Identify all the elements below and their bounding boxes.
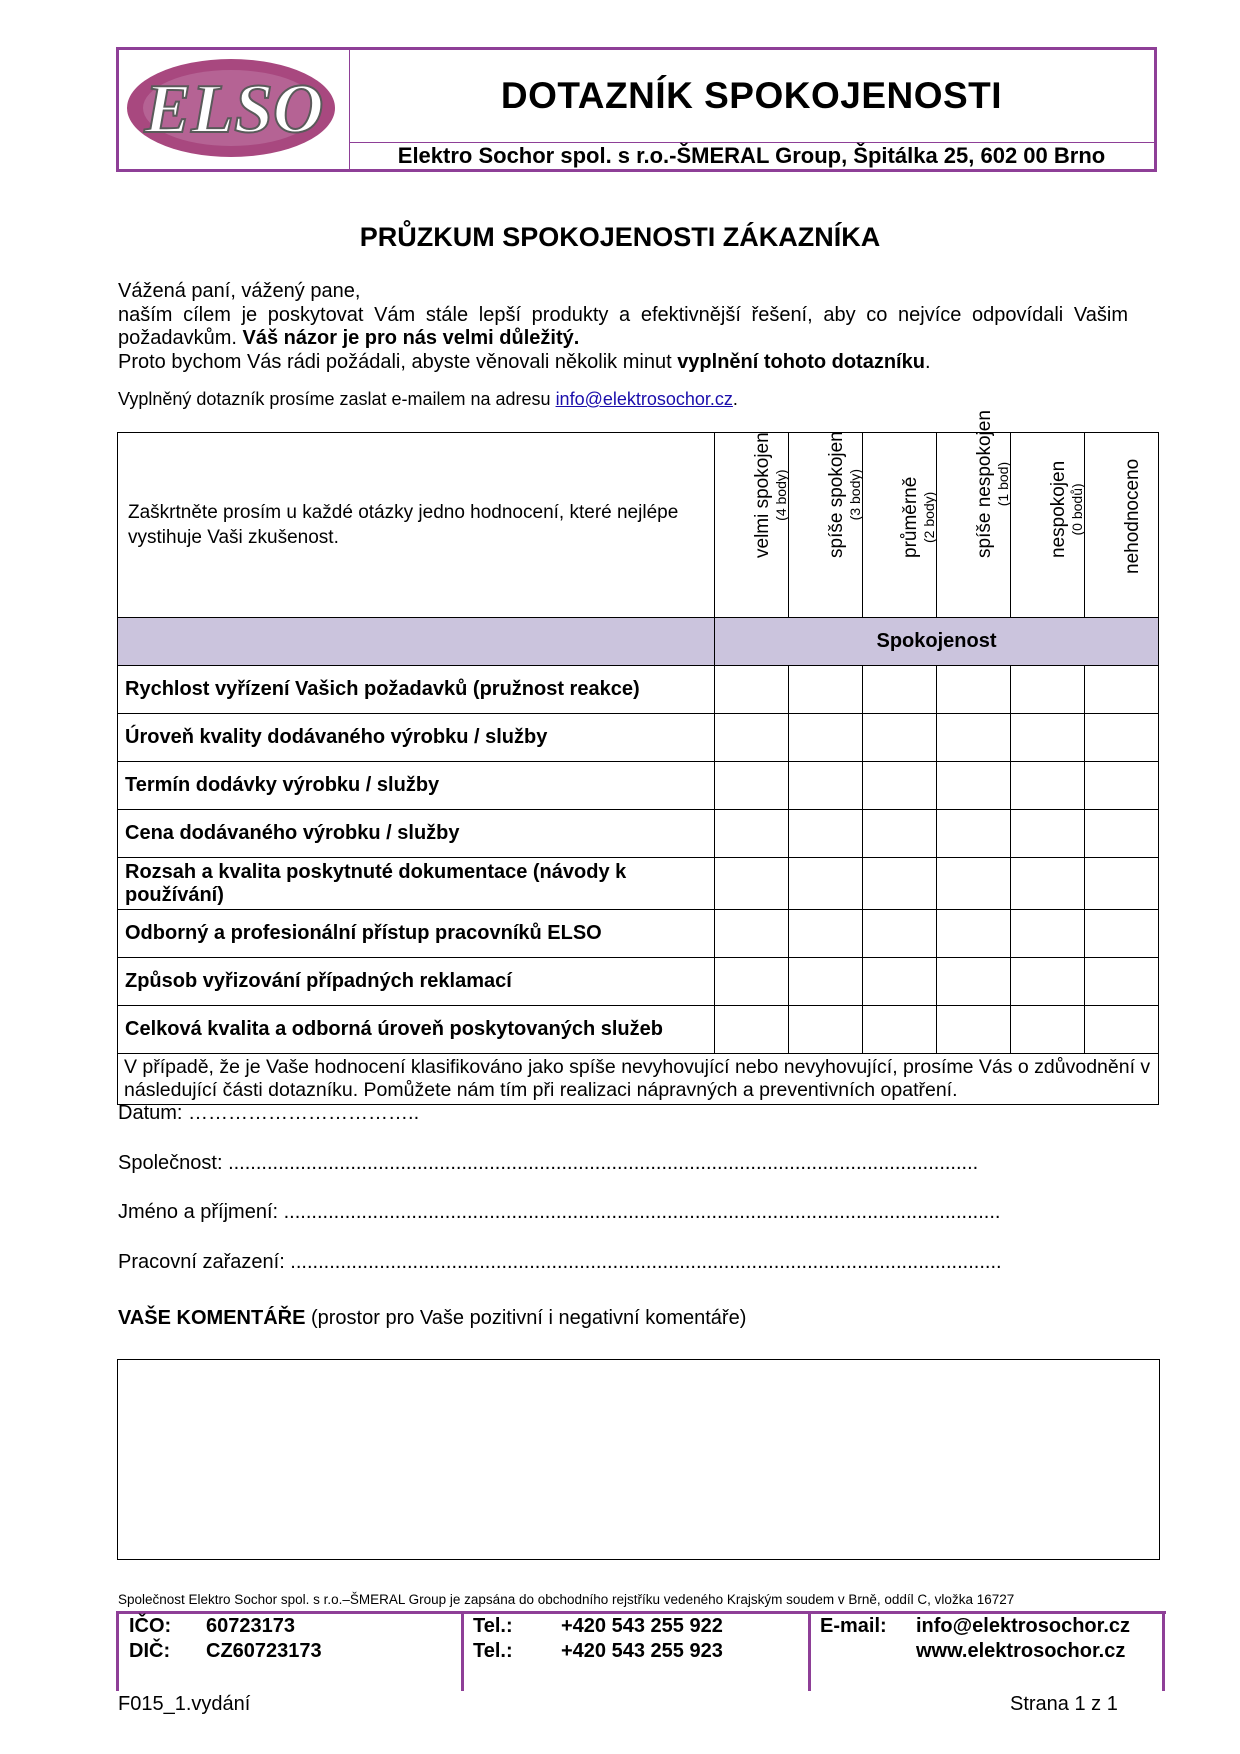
dic-label: DIČ:	[129, 1640, 171, 1662]
question-label: Termín dodávky výrobku / služby	[118, 762, 715, 810]
col-spise-spokojen	[789, 433, 863, 618]
rating-checkbox-cell[interactable]	[715, 1006, 789, 1054]
col-spise-nespokojen	[937, 410, 1011, 618]
rating-checkbox-cell[interactable]	[715, 762, 789, 810]
rating-checkbox-cell[interactable]	[937, 858, 1011, 910]
col-prumerne	[863, 433, 937, 618]
col-points: (4 body)	[772, 469, 789, 521]
col-points: (1 bod)	[994, 461, 1011, 507]
question-row	[118, 1006, 1159, 1054]
col-points: (2 body)	[920, 491, 937, 544]
comments-subtitle: (prostor pro Vaše pozitivní i negativní komentáře)	[310, 1307, 747, 1329]
rating-checkbox-cell[interactable]	[789, 810, 863, 858]
logo-cell	[119, 50, 350, 169]
intro-text	[118, 280, 1128, 412]
footer-web[interactable]: www.elektrosochor.cz	[916, 1640, 1126, 1662]
band-row	[118, 618, 1159, 666]
question-label: Rozsah a kvalita poskytnuté dokumentace (návody k používání)	[118, 858, 715, 910]
question-row	[118, 810, 1159, 858]
rating-checkbox-cell[interactable]	[863, 762, 937, 810]
rating-checkbox-cell[interactable]	[1085, 666, 1159, 714]
rating-checkbox-cell[interactable]	[937, 1006, 1011, 1054]
rating-checkbox-cell[interactable]	[1011, 858, 1085, 910]
intro-line: naším cílem je poskytovat Vám stále lepší produkty a efektivnější řešení, aby co nejvíce odpovídali Vašim požadavkům.	[118, 303, 1128, 349]
rating-checkbox-cell[interactable]	[863, 714, 937, 762]
footer-divider	[808, 1611, 811, 1691]
rating-checkbox-cell[interactable]	[715, 958, 789, 1006]
rating-note: V případě, že je Vaše hodnocení klasifikováno jako spíše nevyhovující nebo nevyhovující, prosíme Vás o zdůvodnění v následující části dotazníku. Pomůžete nám tím při realizaci nápravných a preventivních opatření.	[118, 1054, 1159, 1105]
rating-checkbox-cell[interactable]	[1085, 810, 1159, 858]
rating-checkbox-cell[interactable]	[789, 958, 863, 1006]
col-points: (0 bodů)	[1068, 483, 1085, 536]
intro-request	[118, 351, 1128, 375]
document-header	[116, 47, 1157, 172]
elso-logo	[119, 52, 345, 171]
position-field[interactable]: Pracovní zařazení: ................................................................................................................................	[118, 1251, 1002, 1273]
rating-checkbox-cell[interactable]	[863, 666, 937, 714]
rating-checkbox-cell[interactable]	[1011, 762, 1085, 810]
rating-checkbox-cell[interactable]	[863, 858, 937, 910]
rating-checkbox-cell[interactable]	[1085, 762, 1159, 810]
intro-paragraph	[118, 304, 1128, 351]
footer-contacts	[116, 1611, 1166, 1691]
intro-opinion: Váš názor je pro nás velmi důležitý.	[242, 327, 580, 349]
page-number: Strana 1 z 1	[1010, 1693, 1118, 1715]
rating-checkbox-cell[interactable]	[789, 666, 863, 714]
rating-checkbox-cell[interactable]	[1085, 858, 1159, 910]
rating-checkbox-cell[interactable]	[1011, 1006, 1085, 1054]
name-field[interactable]: Jméno a příjmení: .................................................................................................................................	[118, 1201, 1001, 1223]
col-points: (3 body)	[846, 468, 863, 521]
rating-table	[117, 410, 1159, 1105]
rating-checkbox-cell[interactable]	[789, 858, 863, 910]
col-label: nespokojen	[1047, 460, 1069, 558]
question-label: Způsob vyřizování případných reklamací	[118, 958, 715, 1006]
rating-checkbox-cell[interactable]	[937, 958, 1011, 1006]
question-label: Rychlost vyřízení Vašich požadavků (pružnost reakce)	[118, 666, 715, 714]
rating-checkbox-cell[interactable]	[1011, 666, 1085, 714]
date-field[interactable]: Datum: ……………………………..	[118, 1102, 420, 1124]
question-label: Cena dodávaného výrobku / služby	[118, 810, 715, 858]
rating-checkbox-cell[interactable]	[789, 762, 863, 810]
question-row	[118, 714, 1159, 762]
ico-label: IČO:	[129, 1615, 172, 1637]
company-address: Elektro Sochor spol. s r.o.-ŠMERAL Group, Špitálka 25, 602 00 Brno	[397, 142, 1106, 168]
send-end: .	[732, 389, 738, 409]
request-end: .	[924, 350, 931, 373]
rating-checkbox-cell[interactable]	[1085, 958, 1159, 1006]
footer-divider	[461, 1611, 464, 1691]
rating-checkbox-cell[interactable]	[937, 810, 1011, 858]
question-row	[118, 858, 1159, 910]
rating-checkbox-cell[interactable]	[863, 810, 937, 858]
rating-checkbox-cell[interactable]	[1085, 910, 1159, 958]
rating-checkbox-cell[interactable]	[1085, 714, 1159, 762]
tel-value-2: +420 543 255 923	[561, 1640, 723, 1662]
rating-checkbox-cell[interactable]	[1085, 1006, 1159, 1054]
greeting: Vážená paní, vážený pane,	[118, 280, 361, 302]
col-label: průměrně	[899, 476, 921, 558]
logo-text: ELSO	[144, 71, 324, 148]
rating-checkbox-cell[interactable]	[715, 910, 789, 958]
footer-divider	[116, 1611, 119, 1691]
rating-checkbox-cell[interactable]	[863, 958, 937, 1006]
question-label: Celková kvalita a odborná úroveň poskytovaných služeb	[118, 1006, 715, 1054]
request-bold: vyplnění tohoto dotazníku	[677, 350, 925, 373]
rating-checkbox-cell[interactable]	[1011, 810, 1085, 858]
col-label: spíše spokojen	[825, 431, 847, 558]
document-id: F015_1.vydání	[118, 1693, 251, 1715]
tel-label: Tel.:	[473, 1640, 513, 1662]
rating-checkbox-cell[interactable]	[715, 858, 789, 910]
question-row	[118, 958, 1159, 1006]
rating-checkbox-cell[interactable]	[863, 910, 937, 958]
tel-value-1: +420 543 255 922	[561, 1615, 723, 1637]
rating-checkbox-cell[interactable]	[937, 666, 1011, 714]
col-label: nehodnoceno	[1121, 458, 1143, 574]
rating-instruction: Zaškrtněte prosím u každé otázky jedno hodnocení, které nejlépe vystihuje Vaši zkušenost.	[118, 433, 715, 618]
question-row	[118, 762, 1159, 810]
question-row	[118, 666, 1159, 714]
rating-checkbox-cell[interactable]	[715, 666, 789, 714]
col-nehodnoceno	[1085, 433, 1159, 618]
email-link[interactable]: info@elektrosochor.cz	[555, 389, 733, 409]
note-row	[118, 1054, 1159, 1105]
band-spacer	[118, 618, 715, 666]
request-start: Proto bychom Vás rádi požádali, abyste věnovali několik minut	[118, 350, 672, 373]
document-title: DOTAZNÍK SPOKOJENOSTI	[500, 75, 1003, 116]
send-text: Vyplněný dotazník prosíme zaslat e-mailem na adresu	[118, 389, 551, 409]
survey-title: PRŮZKUM SPOKOJENOSTI ZÁKAZNÍKA	[359, 222, 881, 252]
col-label: velmi spokojen	[751, 432, 773, 558]
rating-checkbox-cell[interactable]	[715, 810, 789, 858]
comments-title: VAŠE KOMENTÁŘE	[118, 1307, 306, 1329]
title-cell	[349, 50, 1154, 143]
rating-checkbox-cell[interactable]	[863, 1006, 937, 1054]
ico-value: 60723173	[206, 1615, 295, 1637]
tel-label: Tel.:	[473, 1615, 513, 1637]
email-label: E-mail:	[820, 1615, 887, 1637]
footer-email[interactable]: info@elektrosochor.cz	[916, 1615, 1130, 1637]
col-label: spíše nespokojen	[973, 410, 995, 558]
rating-checkbox-cell[interactable]	[1011, 910, 1085, 958]
rating-checkbox-cell[interactable]	[937, 910, 1011, 958]
band-label: Spokojenost	[715, 618, 1159, 666]
col-velmi-spokojen	[715, 433, 789, 618]
dic-value: CZ60723173	[206, 1640, 322, 1662]
footer-divider	[1162, 1611, 1165, 1691]
comments-heading	[118, 1307, 746, 1330]
rating-checkbox-cell[interactable]	[789, 910, 863, 958]
table-head-row	[118, 433, 1159, 618]
rating-checkbox-cell[interactable]	[1011, 714, 1085, 762]
company-field[interactable]: Společnost: .......................................................................................................................................	[118, 1152, 979, 1174]
rating-checkbox-cell[interactable]	[937, 714, 1011, 762]
send-instruction	[118, 388, 1128, 412]
question-label: Úroveň kvality dodávaného výrobku / služby	[118, 714, 715, 762]
question-row	[118, 910, 1159, 958]
registration-note: Společnost Elektro Sochor spol. s r.o.–ŠMERAL Group je zapsána do obchodního rejstříku vedeného Krajským soudem v Brně, oddíl C, vložka 16727	[118, 1592, 1015, 1607]
rating-checkbox-cell[interactable]	[715, 714, 789, 762]
question-label: Odborný a profesionální přístup pracovníků ELSO	[118, 910, 715, 958]
col-nespokojen	[1011, 433, 1085, 618]
rating-checkbox-cell[interactable]	[937, 762, 1011, 810]
rating-checkbox-cell[interactable]	[1011, 958, 1085, 1006]
rating-checkbox-cell[interactable]	[789, 714, 863, 762]
rating-checkbox-cell[interactable]	[789, 1006, 863, 1054]
comments-box[interactable]	[117, 1359, 1160, 1560]
